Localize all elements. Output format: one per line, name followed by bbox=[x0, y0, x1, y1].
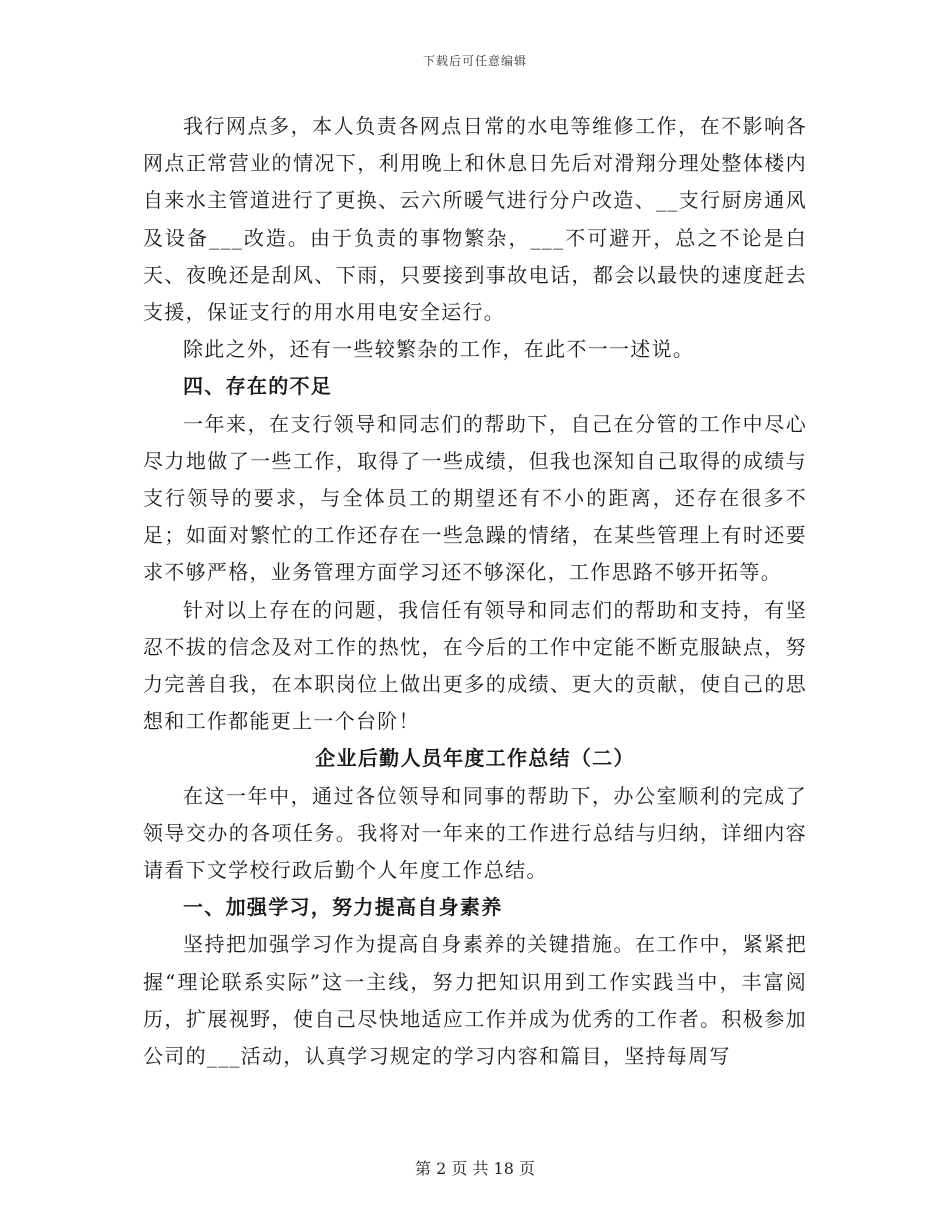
paragraph-study: 坚持把加强学习作为提高自身素养的关键措施。在工作中，紧紧把握“理论联系实际”这一主线，努力把知识用到工作实践当中，丰富阅历，扩展视野，使自己尽快地适应工作并成为优秀的工作者。积极参加公司的___活动，认真学习规定的学习内容和篇目，坚持每周写 bbox=[143, 932, 807, 1069]
paragraph-intro-part-two: 在这一年中，通过各位领导和同事的帮助下，办公室顺利的完成了领导交办的各项任务。我将对一年来的工作进行总结与归纳，详细内容请看下文学校行政后勤个人年度工作总结。 bbox=[143, 783, 807, 883]
document-body bbox=[143, 108, 807, 1075]
page-header-note: 下载后可任意编辑 bbox=[422, 54, 527, 68]
page-number: 第 2 页 共 18 页 bbox=[415, 1159, 535, 1178]
section-heading-shortcomings: 四、存在的不足 bbox=[183, 374, 333, 399]
paragraph-shortcomings: 一年来，在支行领导和同志们的帮助下，自己在分管的工作中尽心尽力地做了一些工作，取得了一些成绩，但我也深知自己取得的成绩与支行领导的要求，与全体员工的期望还有不小的距离，还存在很多不足；如面对繁忙的工作还存在一些急躁的情绪，在某些管理上有时还要求不够严格，业务管理方面学习还不够深化，工作思路不够开拓等。 bbox=[143, 411, 807, 585]
paragraph-misc-work: 除此之外，还有一些较繁杂的工作，在此不一一述说。 bbox=[183, 337, 695, 362]
document-title-part-two: 企业后勤人员年度工作总结（二） bbox=[315, 746, 635, 771]
paragraph-maintenance: 我行网点多，本人负责各网点日常的水电等维修工作，在不影响各网点正常营业的情况下，利用晚上和休息日先后对滑翔分理处整体楼内自来水主管道进行了更换、云六所暖气进行分户改造、__支行厨房通风及设备___改造。由于负责的事物繁杂，___不可避开，总之不论是白天、夜晚还是刮风、下雨，只要接到事故电话，都会以最快的速度赶去支援，保证支行的用水用电安全运行。 bbox=[143, 114, 807, 325]
section-heading-study: 一、加强学习，努力提高自身素养 bbox=[183, 895, 503, 920]
paragraph-improvement: 针对以上存在的问题，我信任有领导和同志们的帮助和支持，有坚忍不拔的信念及对工作的热忱，在今后的工作中定能不断克服缺点，努力完善自我，在本职岗位上做出更多的成绩、更大的贡献，使自己的思想和工作都能更上一个台阶！ bbox=[143, 597, 807, 734]
